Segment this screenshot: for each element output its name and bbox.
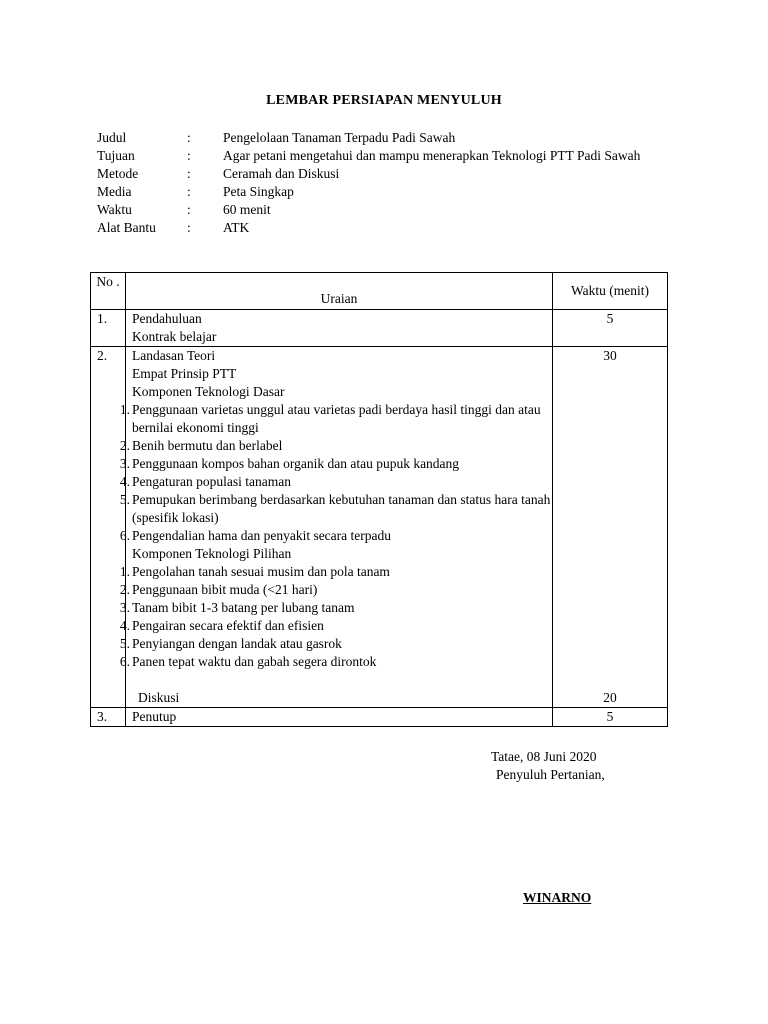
list-text: Penyiangan dengan landak atau gasrok xyxy=(132,636,342,651)
meta-row-tujuan xyxy=(97,147,687,165)
list-text: Penggunaan kompos bahan organik dan atau pupuk kandang xyxy=(132,456,460,471)
waktu-top: 30 xyxy=(603,348,617,363)
meta-colon: : xyxy=(187,130,191,145)
meta-value: Peta Singkap xyxy=(223,184,294,199)
list-item xyxy=(119,527,552,545)
list-item xyxy=(119,455,552,473)
waktu-bottom: 20 xyxy=(603,690,617,705)
uraian-line: Landasan Teori xyxy=(132,348,216,363)
uraian-line: Pendahuluan xyxy=(132,311,202,326)
list-number: 3. xyxy=(119,456,130,471)
table-row xyxy=(91,347,668,708)
list-text: Benih bermutu dan berlabel xyxy=(132,438,283,453)
table-row xyxy=(91,310,668,347)
meta-colon: : xyxy=(187,184,191,199)
list-number: 5. xyxy=(119,492,130,507)
list-item xyxy=(119,599,552,617)
list-item xyxy=(119,437,552,455)
table-row xyxy=(91,708,668,727)
signer-role: Penyuluh Pertanian, xyxy=(496,767,605,782)
meta-row-judul xyxy=(97,129,687,147)
row-number: 2. xyxy=(91,347,126,708)
list-text: Penggunaan bibit muda (<21 hari) xyxy=(132,582,318,597)
place-date: Tatae, 08 Juni 2020 xyxy=(491,749,597,764)
uraian-subtitle: Komponen Teknologi Pilihan xyxy=(132,546,292,561)
list-text: Pengolahan tanah sesuai musim dan pola tanam xyxy=(132,564,390,579)
meta-value: 60 menit xyxy=(223,202,271,217)
list-text: Pengaturan populasi tanaman xyxy=(132,474,291,489)
list-item xyxy=(119,401,552,437)
meta-colon: : xyxy=(187,202,191,217)
list-item xyxy=(119,581,552,599)
meta-colon: : xyxy=(187,148,191,163)
list-number: 2. xyxy=(119,438,130,453)
meta-value: Agar petani mengetahui dan mampu menerapkan Teknologi PTT Padi Sawah xyxy=(223,148,641,163)
signer-name: WINARNO xyxy=(523,890,592,905)
list-text: Tanam bibit 1-3 batang per lubang tanam xyxy=(132,600,355,615)
uraian-line: Empat Prinsip PTT xyxy=(132,366,237,381)
meta-label: Tujuan xyxy=(97,148,135,163)
meta-row-waktu xyxy=(97,201,687,219)
meta-value: Pengelolaan Tanaman Terpadu Padi Sawah xyxy=(223,130,456,145)
list-number: 6. xyxy=(119,654,130,669)
row-waktu: 5 xyxy=(553,708,668,727)
meta-block xyxy=(97,129,687,237)
list-number: 1. xyxy=(119,402,130,417)
header-uraian: Uraian xyxy=(126,273,553,310)
list-text: Pengendalian hama dan penyakit secara terpadu xyxy=(132,528,392,543)
header-no: No . xyxy=(91,273,126,310)
list-item xyxy=(119,617,552,635)
list-number: 4. xyxy=(119,474,130,489)
meta-label: Metode xyxy=(97,166,139,181)
meta-label: Alat Bantu xyxy=(97,220,156,235)
list-item xyxy=(119,653,552,671)
list-item xyxy=(119,635,552,653)
list-number: 3. xyxy=(119,600,130,615)
meta-colon: : xyxy=(187,166,191,181)
list-number: 6. xyxy=(119,528,130,543)
diskusi-label: Diskusi xyxy=(138,690,180,705)
row-uraian: Penutup xyxy=(126,708,553,727)
meta-colon: : xyxy=(187,220,191,235)
spacer xyxy=(132,671,552,689)
meta-value: Ceramah dan Diskusi xyxy=(223,166,340,181)
uraian-line: Kontrak belajar xyxy=(132,329,217,344)
list-item xyxy=(119,473,552,491)
meta-row-metode xyxy=(97,165,687,183)
list-text: Panen tepat waktu dan gabah segera dirontok xyxy=(132,654,377,669)
meta-row-alat-bantu xyxy=(97,219,687,237)
meta-row-media xyxy=(97,183,687,201)
table-header-row xyxy=(91,273,668,310)
list-text: Penggunaan varietas unggul atau varietas padi berdaya hasil tinggi dan atau bernilai ekonomi tinggi xyxy=(132,402,541,435)
activity-table xyxy=(90,272,668,727)
header-waktu: Waktu (menit) xyxy=(553,273,668,310)
list-text: Pemupukan berimbang berdasarkan kebutuhan tanaman dan status hara tanah (spesifik lokasi) xyxy=(132,492,551,525)
list-item xyxy=(119,491,552,527)
list-text: Pengairan secara efektif dan efisien xyxy=(132,618,324,633)
list-number: 2. xyxy=(119,582,130,597)
row-number: 3. xyxy=(91,708,126,727)
list-number: 1. xyxy=(119,564,130,579)
list-number: 5. xyxy=(119,636,130,651)
spacer xyxy=(553,365,667,689)
row-uraian xyxy=(126,310,553,347)
list-number: 4. xyxy=(119,618,130,633)
row-uraian xyxy=(119,347,553,708)
meta-value: ATK xyxy=(223,220,250,235)
row-number: 1. xyxy=(91,310,126,347)
document-title: LEMBAR PERSIAPAN MENYULUH xyxy=(266,93,502,108)
row-waktu xyxy=(553,347,668,708)
meta-label: Waktu xyxy=(97,202,132,217)
uraian-line: Komponen Teknologi Dasar xyxy=(132,384,285,399)
row-waktu: 5 xyxy=(553,310,668,347)
list-item xyxy=(119,563,552,581)
meta-label: Media xyxy=(97,184,132,199)
meta-label: Judul xyxy=(97,130,127,145)
